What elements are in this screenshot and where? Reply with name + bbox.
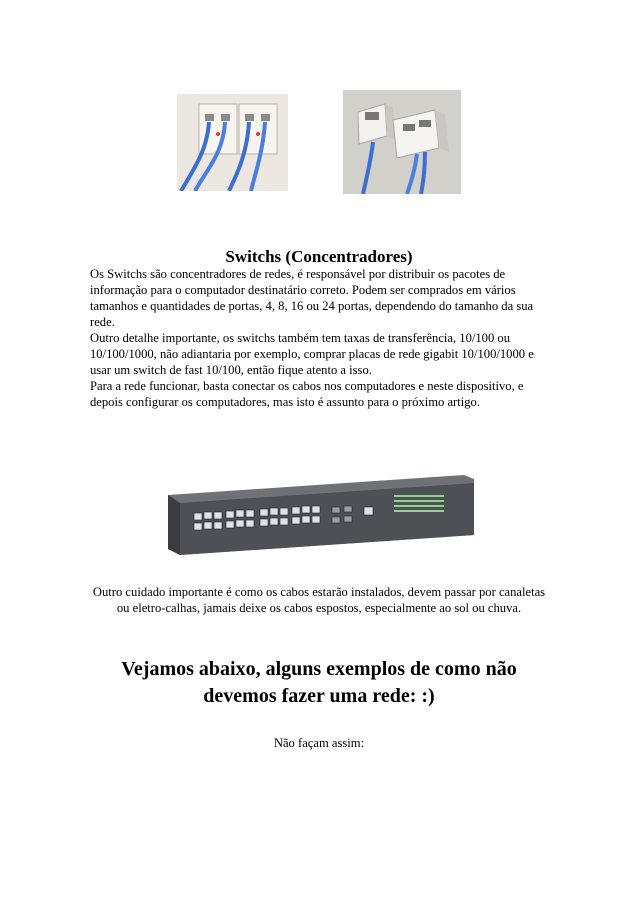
dont-do-caption: Não façam assim:	[273, 736, 365, 750]
paragraph-switch-definition: Os Switchs são concentradores de redes, é responsável por distribuir os pacotes de informação para o computador destinatário correto. Podem ser comprados em vários tamanhos e quantidades de portas, 4, 8, 16 ou 24 portas, dependendo do tamanho da sua rede.	[90, 267, 534, 329]
cable-installation-note: Outro cuidado importante é como os cabos estarão instalados, devem passar por canaletas ou eletro-calhas, jamais deixe os cabos espostos, especialmente ao sol ou chuva.	[92, 585, 546, 615]
paragraph-configuration: Para a rede funcionar, basta conectar os cabos nos computadores e neste dispositivo, e depois configurar os computadores, mas isto é assunto para o próximo artigo.	[90, 379, 524, 409]
junction-boxes-photo	[343, 90, 461, 194]
network-switch-photo	[164, 465, 476, 562]
wall-outlets-photo	[177, 94, 288, 191]
body-text	[90, 266, 552, 410]
examples-heading: Vejamos abaixo, alguns exemplos de como não devemos fazer uma rede: :)	[121, 658, 517, 707]
section-title: Switchs (Concentradores)	[225, 247, 413, 266]
paragraph-transfer-rates: Outro detalhe importante, os switchs também tem taxas de transferência, 10/100 ou 10/100/1000, não adiantaria por exemplo, comprar placas de rede gigabit 10/100/1000 e usar um switch de fast 10/100, então fique atento a isso.	[90, 331, 534, 377]
